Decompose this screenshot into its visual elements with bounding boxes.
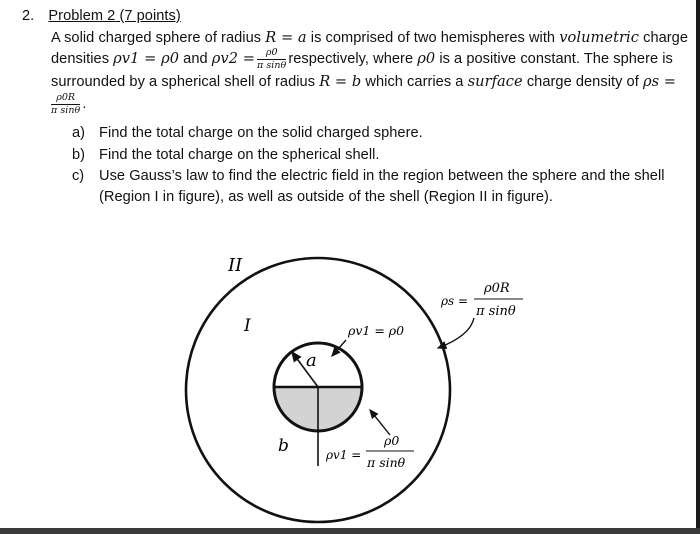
text-fragment: A solid charged sphere of radius	[51, 30, 262, 46]
fraction-numerator: ρ0R	[51, 93, 80, 105]
text-fragment: surrounded by a spherical shell of radius	[51, 74, 316, 90]
region-i-label: I	[244, 316, 251, 336]
radius-a-label: a	[306, 350, 317, 371]
region-ii-label: II	[228, 255, 243, 276]
rho-v2-lhs: ρv2 =	[211, 49, 256, 67]
radius-a-math: R = a	[265, 29, 307, 46]
fraction-denominator: π sinθ	[257, 59, 287, 71]
text-fragment: and	[183, 50, 208, 67]
text-fragment: is a positive constant. The sphere is	[439, 50, 673, 67]
volumetric-emphasis: volumetric	[559, 29, 639, 46]
lower-density-num: ρ0	[384, 433, 400, 448]
rho-v1-equation: ρv1 = ρ0	[113, 49, 180, 67]
upper-density-arrow	[332, 340, 346, 356]
subquestion-text: Use Gauss’s law to find the electric field in the region between the sphere and the shell	[99, 168, 665, 184]
lower-density-den: π sinθ	[367, 455, 406, 470]
subquestion-text: Find the total charge on the solid charged sphere.	[99, 125, 423, 141]
lower-density-arrow	[370, 410, 390, 435]
rho-s-lhs: ρs =	[642, 73, 677, 90]
upper-density-label: ρv1 = ρ0	[348, 323, 405, 338]
subquestion-label: a)	[72, 125, 85, 141]
fraction-numerator: ρ0	[257, 48, 286, 60]
text-fragment: respectively, where	[288, 50, 414, 67]
text-fragment: charge density of	[526, 74, 639, 90]
surface-emphasis: surface	[467, 73, 523, 90]
shell-density-num: ρ0R	[484, 281, 510, 296]
rho-zero: ρ0	[417, 49, 436, 67]
text-fragment: charge	[643, 30, 689, 46]
shell-density-arrow	[438, 318, 474, 348]
lower-density-lhs: ρv1 =	[326, 448, 362, 462]
text-fragment: densities	[51, 50, 110, 67]
subquestion-label: c)	[72, 168, 85, 184]
problem-title: Problem 2 (7 points)	[48, 8, 181, 24]
radius-b-label: b	[278, 436, 289, 456]
subquestion-text: (Region I in figure), as well as outside of the shell (Region II in figure).	[99, 189, 553, 205]
text-fragment: which carries a	[365, 74, 464, 90]
subquestion-label: b)	[72, 147, 85, 163]
subquestion-text: Find the total charge on the spherical shell.	[99, 147, 380, 163]
text-fragment: is comprised of two hemispheres with	[310, 30, 556, 46]
fraction-denominator: π sinθ	[51, 104, 81, 116]
problem-number: 2.	[22, 8, 35, 24]
radius-b-math: R = b	[319, 73, 362, 90]
text-fragment: .	[82, 95, 87, 112]
shell-density-den: π sinθ	[476, 304, 516, 319]
shell-density-lhs: ρs =	[441, 294, 469, 308]
